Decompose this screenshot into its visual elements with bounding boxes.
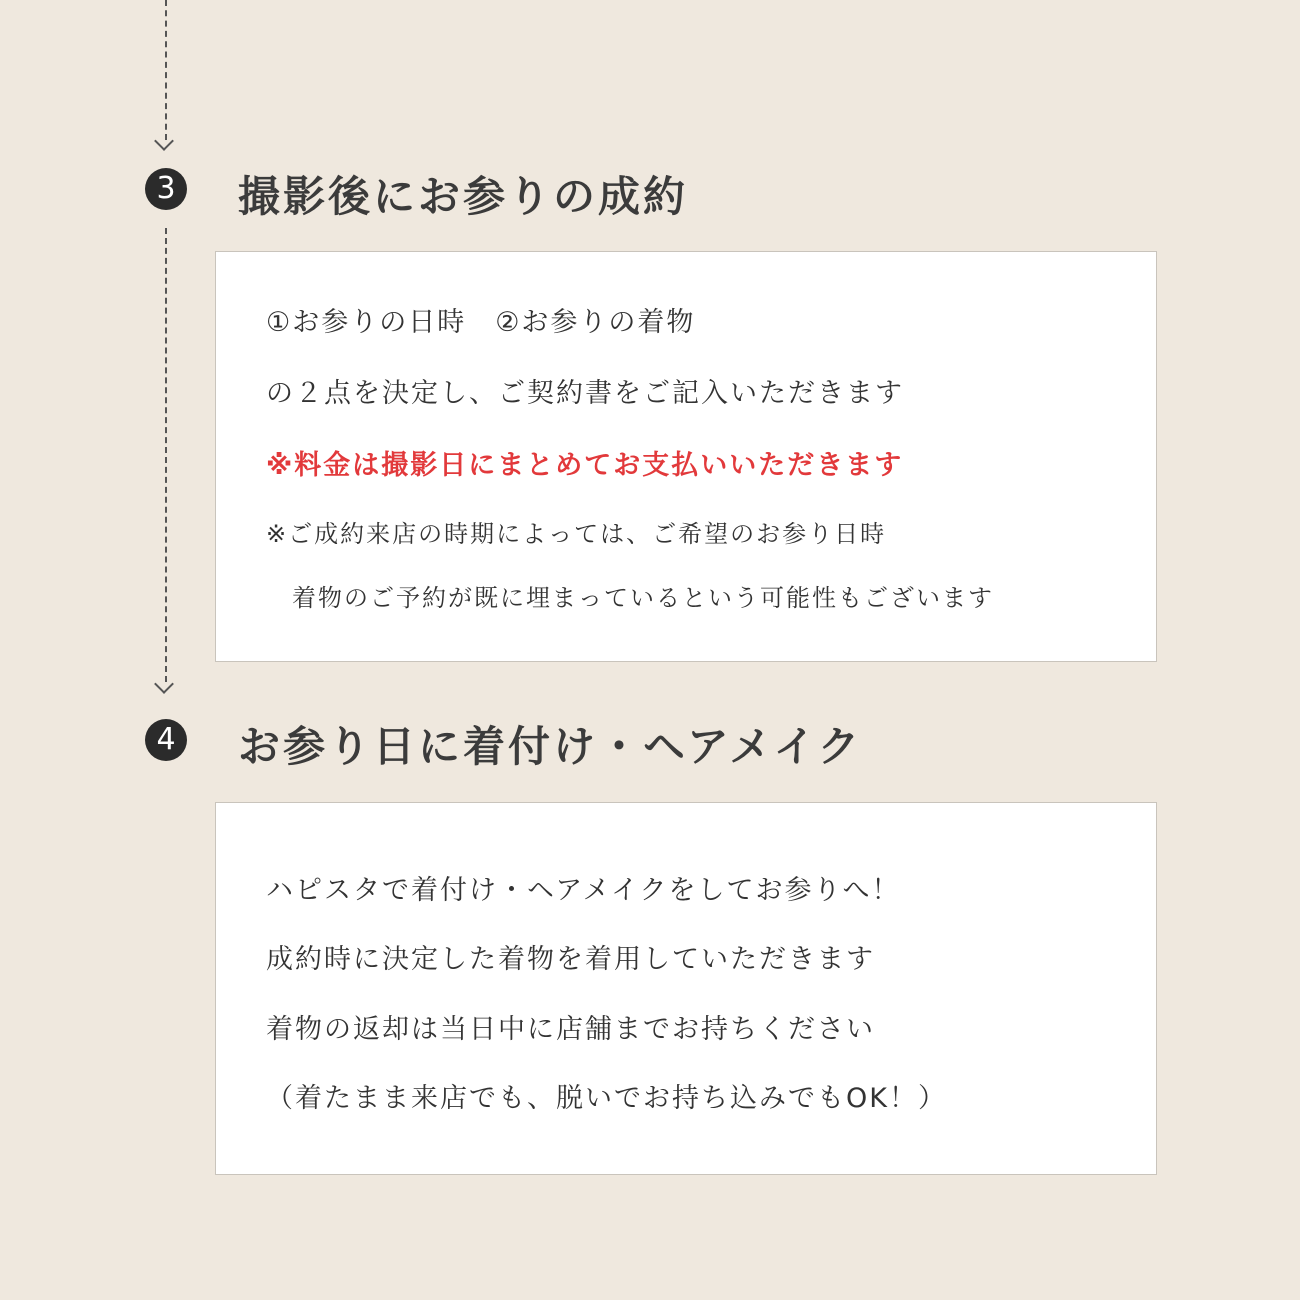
flow-line-middle	[165, 228, 167, 682]
payment-notice: ※料金は撮影日にまとめてお支払いいただきます	[266, 450, 904, 481]
card-note: ※ご成約来店の時期によっては、ご希望のお参り日時	[266, 520, 887, 548]
arrow-down-icon	[154, 674, 174, 694]
card-line: 成約時に決定した着物を着用していただきます	[266, 944, 875, 975]
step-title-4: お参り日に着付け・ヘアメイク	[238, 722, 863, 771]
step-number-badge-4: 4	[145, 719, 187, 761]
step-number-badge-3: 3	[145, 168, 187, 210]
card-line: （着たまま来店でも、脱いでお持ち込みでもOK！）	[266, 1083, 947, 1114]
step-title-3: 撮影後にお参りの成約	[238, 172, 689, 221]
step-card-3	[215, 251, 1157, 662]
card-line: ハピスタで着付け・ヘアメイクをしてお参りへ！	[266, 875, 901, 906]
card-note: 着物のご予約が既に埋まっているという可能性もございます	[266, 584, 994, 612]
step-card-4	[215, 802, 1157, 1175]
card-line: の２点を決定し、ご契約書をご記入いただきます	[266, 378, 904, 409]
arrow-down-icon	[154, 131, 174, 151]
card-line: ①お参りの日時 ②お参りの着物	[266, 307, 696, 338]
card-line: 着物の返却は当日中に店舗までお持ちください	[266, 1014, 875, 1045]
flow-line-top	[165, 0, 167, 140]
